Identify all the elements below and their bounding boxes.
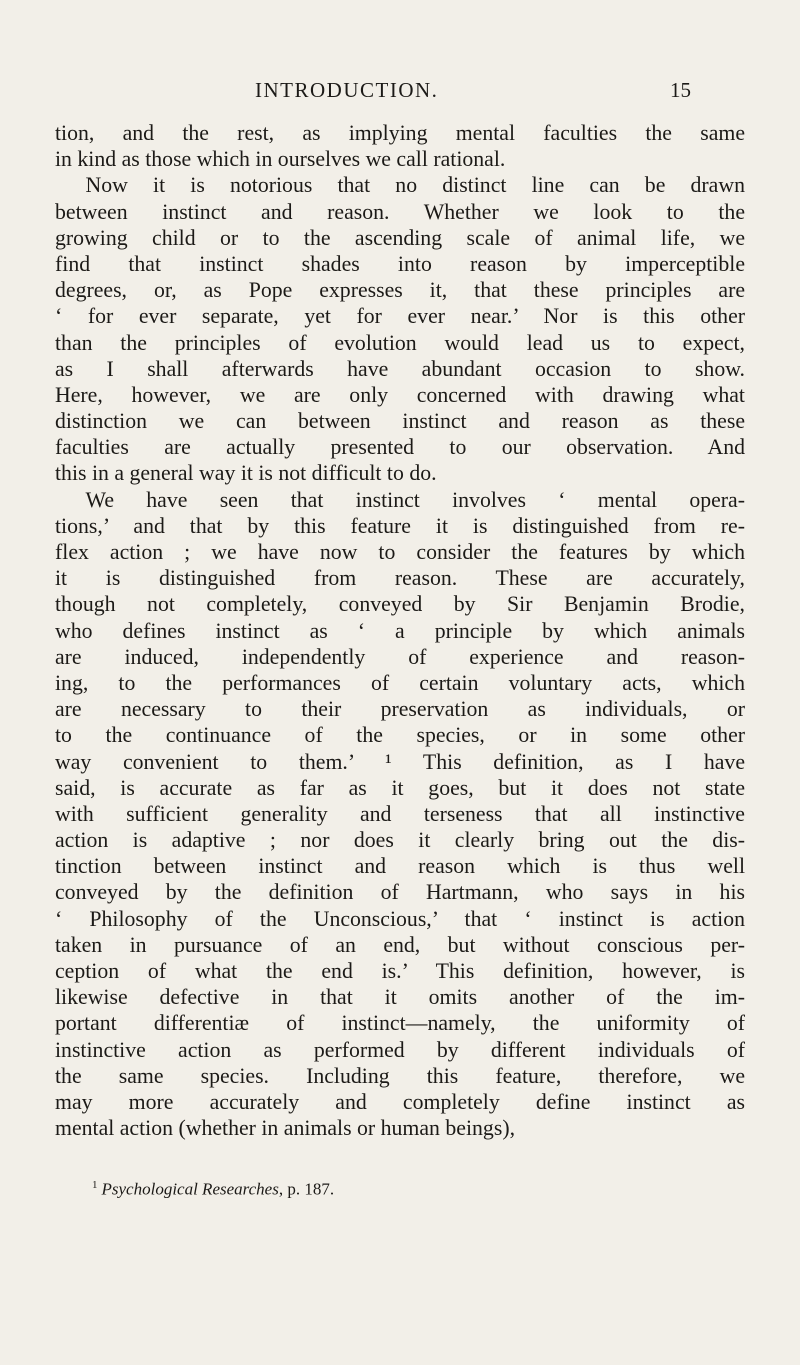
text-line: who defines instinct as ‘ a principle by which animals — [55, 618, 745, 643]
footnote-title: Psychological Researches — [101, 1179, 279, 1199]
text-line: this in a general way it is not difficult to do. — [55, 461, 437, 486]
text-line: with sufficient generality and terseness that all instinctive — [55, 801, 745, 826]
text-line: said, is accurate as far as it goes, but it does not state — [55, 775, 745, 800]
text-line: find that instinct shades into reason by imperceptible — [55, 251, 745, 276]
text-line: tion, and the rest, as implying mental faculties the same — [55, 121, 745, 145]
running-title: INTRODUCTION. — [255, 78, 439, 102]
text-line: ‘ for ever separate, yet for ever near.’ Nor is this other — [55, 304, 745, 329]
page-number: 15 — [670, 78, 691, 102]
text-line: faculties are actually presented to our observation. And — [55, 435, 745, 460]
text-line: instinctive action as performed by different individuals of — [55, 1037, 745, 1062]
text-line: Now it is notorious that no distinct line can be drawn — [85, 173, 745, 198]
text-line: though not completely, conveyed by Sir Benjamin Brodie, — [55, 592, 745, 617]
text-line: tinction between instinct and reason which is thus well — [55, 854, 745, 879]
text-line: than the principles of evolution would lead us to expect, — [55, 330, 745, 355]
text-line: growing child or to the ascending scale of animal life, we — [55, 225, 745, 250]
text-line: as I shall afterwards have abundant occasion to show. — [55, 356, 745, 381]
text-line: tions,’ and that by this feature it is distinguished from re- — [55, 513, 745, 538]
text-line: We have seen that instinct involves ‘ mental opera- — [85, 487, 745, 512]
text-line: ‘ Philosophy of the Unconscious,’ that ‘ instinct is action — [55, 906, 745, 931]
text-line: are necessary to their preservation as individuals, or — [55, 697, 745, 722]
text-line: likewise defective in that it omits another of the im- — [55, 985, 745, 1010]
text-line: may more accurately and completely define instinct as — [55, 1089, 745, 1114]
text-line: mental action (whether in animals or human beings), — [55, 1116, 516, 1141]
footnote-mark: 1 — [92, 1179, 98, 1191]
text-line: way convenient to them.’ ¹ This definition, as I have — [55, 749, 745, 774]
text-line: conveyed by the definition of Hartmann, who says in his — [55, 880, 745, 905]
text-line: ing, to the performances of certain voluntary acts, which — [55, 670, 745, 695]
text-line: it is distinguished from reason. These are accurately, — [55, 566, 745, 591]
running-head — [0, 78, 800, 108]
text-line: are induced, independently of experience and reason- — [55, 644, 745, 669]
text-line: flex action ; we have now to consider the features by which — [55, 540, 745, 564]
text-line: action is adaptive ; nor does it clearly bring out the dis- — [55, 828, 745, 853]
text-line: degrees, or, as Pope expresses it, that these principles are — [55, 278, 745, 303]
footnote — [92, 1179, 334, 1200]
text-line: the same species. Including this feature, therefore, we — [55, 1063, 745, 1088]
text-line: between instinct and reason. Whether we look to the — [55, 199, 745, 224]
footnote-page: , p. 187. — [278, 1179, 335, 1199]
body-text — [55, 120, 745, 1141]
text-line: Here, however, we are only concerned with drawing what — [55, 382, 745, 407]
text-line: distinction we can between instinct and reason as these — [55, 409, 745, 434]
text-line: to the continuance of the species, or in some other — [55, 723, 745, 748]
text-line: portant differentiæ of instinct—namely, the uniformity of — [55, 1011, 745, 1036]
text-line: taken in pursuance of an end, but without conscious per- — [55, 932, 745, 957]
text-line: in kind as those which in ourselves we call rational. — [55, 147, 506, 172]
text-line: ception of what the end is.’ This definition, however, is — [55, 959, 745, 983]
